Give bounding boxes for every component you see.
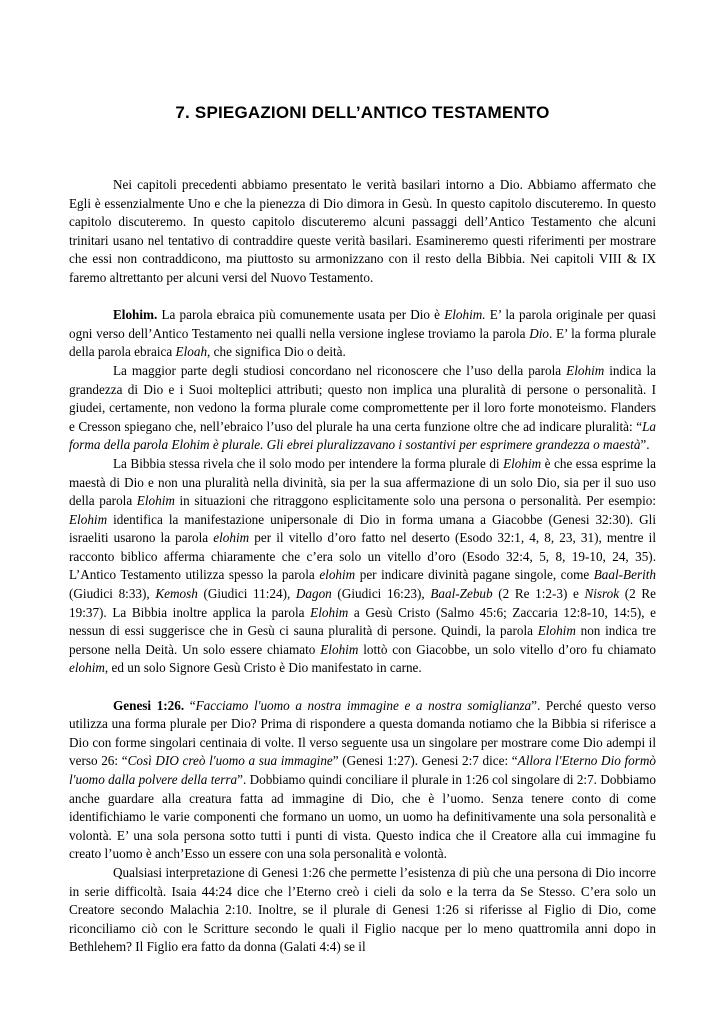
italic-run: Elohim	[503, 455, 542, 471]
text-run: indica la grandezza di Dio e i Suoi molteplici attributi; questo non implica una pluralità di persone o personalità. I giudei, certamente, non vedono la forma plurale come compromettente per il loro forte monoteismo. Flanders e Cresson spiegano che, nell’ebraico l’uso del plurale ha una certa funzione oltre che ad indicare pluralità: “	[69, 362, 656, 434]
text-run: (Giudici 16:23),	[331, 586, 431, 602]
italic-run: elohim	[319, 567, 356, 583]
text-run: non indica tre persone nella Deità. Un solo essere chiamato	[69, 623, 656, 657]
italic-run: Elohim	[566, 362, 605, 378]
italic-run: Elohim	[69, 511, 108, 527]
paragraph-elohim	[69, 306, 656, 362]
italic-run: Elohim.	[444, 307, 486, 323]
quote-run: Facciamo l'uomo a nostra immagine e a nostra somiglianza	[195, 697, 532, 713]
text-run: in situazioni che ritraggono esplicitamente solo una persona o personalità. Per esempio:	[174, 493, 656, 509]
text-run: (2 Re 1:2-3) e	[492, 586, 585, 602]
text-run: per indicare divinità pagane singole, come	[355, 567, 594, 583]
body-text	[69, 176, 656, 957]
text-run: per il vitello d’oro fatto nel deserto (Esodo 32:1, 4, 8, 23, 31), mentre il racconto biblico afferma chiaramente che c’era solo un vitello d’oro (Esodo 32:4, 5, 8, 19-10, 24, 35). L’Antico Testamento utilizza spesso la parola	[69, 530, 656, 583]
italic-run: Dagon	[295, 586, 332, 602]
italic-run: Baal-Berith	[593, 567, 656, 583]
paragraph-intro: Nei capitoli precedenti abbiamo presentato le verità basilari intorno a Dio. Abbiamo affermato che Egli è essenzialmente Uno e che la pienezza di Dio dimora in Gesù. In questo capitolo discuteremo. In questo capitolo discuteremo. In questo capitolo discuteremo alcuni passaggi dell’Antico Testamento che alcuni trinitari usano nel tentativo di contraddire queste verità basilari. Esamineremo questi riferimenti per mostrare che essi non contraddicono, ma piuttosto su armonizzano con il resto della Bibbia. Nei capitoli VIII & IX faremo altrettanto per alcuni versi del Nuovo Testamento.	[69, 177, 656, 285]
text-run: , ed un solo Signore Gesù Cristo è Dio manifestato in carne.	[104, 660, 422, 676]
italic-run: Elohim	[310, 604, 349, 620]
paragraph-scholars	[69, 362, 656, 455]
text-run: è che essa esprime la maestà di Dio e non una pluralità nella divinità, sia per la sua affermazione di un solo Dio, sia per il suo uso della parola	[69, 455, 656, 509]
italic-run: Elohim	[136, 493, 175, 509]
text-run: lottò con Giacobbe, un solo vitello d’oro fu chiamato	[358, 641, 656, 657]
text-run: La maggior parte degli studiosi concordano nel riconoscere che l’uso della parola	[113, 362, 567, 378]
text-run: La Bibbia stessa rivela che il solo modo per intendere la forma plurale di	[113, 455, 504, 471]
quote-run: Così DIO creò l'uomo a sua immagine	[127, 753, 333, 769]
italic-run: elohim	[213, 530, 250, 546]
text-run: (Giudici 8:33),	[69, 586, 156, 602]
text-run: (Giudici 11:24),	[197, 586, 296, 602]
italic-run: Dio	[529, 325, 549, 341]
text-run: “	[184, 697, 196, 713]
paragraph-genesi	[69, 697, 656, 864]
term-label-elohim: Elohim.	[113, 307, 158, 323]
quote-run: Allora l'Eterno Dio formò l'uomo dalla polvere della terra	[69, 753, 656, 787]
text-run: , che significa Dio o deità.	[207, 344, 346, 360]
text-run: ”.	[640, 437, 650, 453]
italic-run: Kemosh	[155, 586, 198, 602]
italic-run: Nisrok	[584, 586, 620, 602]
text-run: ”. Perché questo verso utilizza una forma plurale per Dio? Prima di rispondere a questa domanda notiamo che la Bibbia si riferisce a Dio con forme singolari centinaia di volte. Il verso seguente usa un singolare per mostrare come Dio adempi il verso 26: “	[69, 697, 656, 769]
italic-run: Elohim	[537, 623, 576, 639]
quote-run: La forma della parola Elohim è plurale. Gli ebrei pluralizzavano i sostantivi per esprimere grandezza o maestà	[69, 418, 656, 453]
paragraph-interpretation: Qualsiasi interpretazione di Genesi 1:26 che permette l’esistenza di più che una persona di Dio incorre in serie difficoltà. Isaia 44:24 dice che l’Eterno creò i cieli da solo e la terra da Se Stesso. C’era solo un Creatore secondo Malachia 2:10. Inoltre, se il plurale di Genesi 1:26 si riferisse al Figlio di Dio, come riconciliamo ciò con le Scritture secondo le quali il Figlio nacque per lo meno quattromila anni dopo in Bethlehem? Il Figlio era fatto da donna (Galati 4:4) se il	[69, 864, 656, 955]
italic-run: Eloah	[175, 344, 208, 360]
text-run: identifica la manifestazione unipersonale di Dio in forma umana a Giacobbe (Genesi 32:30). Gli israeliti usarono la parola	[69, 511, 656, 546]
text-run: a Gesù Cristo (Salmo 45:6; Zaccaria 12:8-10, 14:5), e nessun di essi suggerisce che in Gesù ci sauna pluralità di persone. Quindi, la parola	[69, 604, 656, 639]
text-run: ”. Dobbiamo quindi conciliare il plurale in 1:26 col singolare di 2:7. Dobbiamo anche guardare alla creatura fatta ad immagine di Dio, che è l’uomo. Senza tenere conto di come identifichiamo le varie componenti che formano un uomo, un uomo ha definitivamente una sola personalità e volontà. E’ una sola persona sotto tutti i punti di vista. Questo indica che il Creatore alla cui immagine fu creato l’uomo è anch’Esso un essere con una sola personalità e volontà.	[69, 772, 656, 862]
italic-run: Elohim	[320, 641, 359, 657]
italic-run: elohim	[69, 660, 105, 676]
paragraph-bible-reveals	[69, 455, 656, 678]
text-run: . E’ la forma plurale della parola ebraica	[69, 325, 656, 360]
term-label-genesi: Genesi 1:26.	[113, 697, 185, 713]
text-run: E’ la parola originale per quasi ogni verso dell’Antico Testamento nei qualli nella versione inglese troviamo la parola	[69, 307, 656, 341]
text-run: (2 Re 19:37). La Bibbia inoltre applica la parola	[69, 586, 656, 620]
chapter-title: 7. SPIEGAZIONI DELL’ANTICO TESTAMENTO	[175, 103, 550, 122]
text-run: ” (Genesi 1:27). Genesi 2:7 dice: “	[332, 753, 518, 769]
text-run: La parola ebraica più comunemente usata per Dio è	[157, 307, 445, 323]
italic-run: Baal-Zebub	[430, 586, 493, 602]
